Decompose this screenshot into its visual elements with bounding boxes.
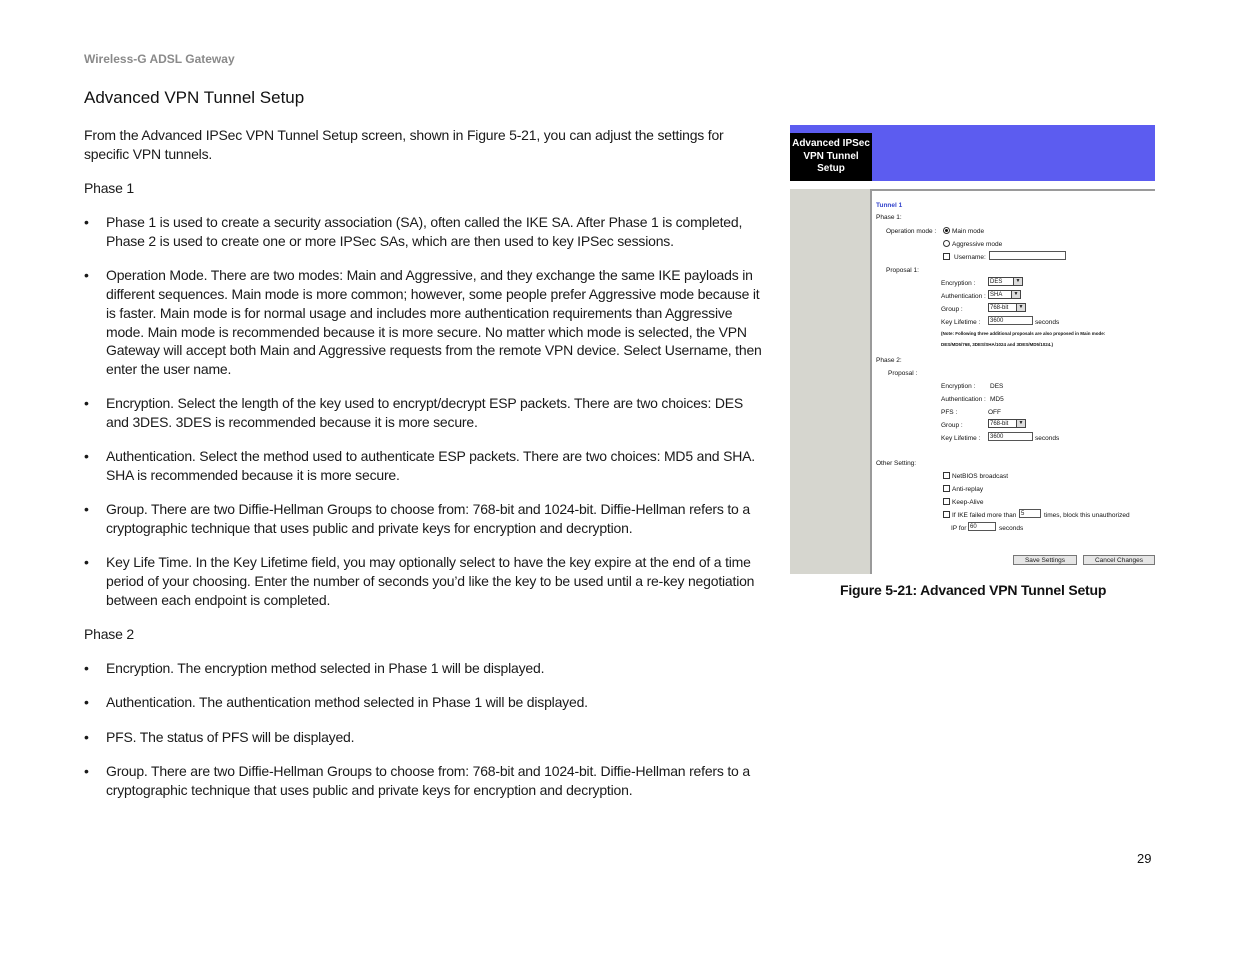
list-item-text: PFS. The status of PFS will be displayed. <box>106 728 355 745</box>
keep-alive-label: Keep-Alive <box>952 499 984 506</box>
p2-encryption-value: DES <box>990 383 1004 390</box>
list-item <box>84 728 764 747</box>
pfs-label: PFS : <box>941 409 958 416</box>
encryption-select[interactable] <box>988 277 1023 286</box>
ike-failed-input[interactable]: 5 <box>1019 509 1041 518</box>
ip-for-seconds: seconds <box>999 525 1024 532</box>
phase2-list <box>84 659 764 799</box>
encryption-value: DES <box>990 279 1003 285</box>
bullet-icon: • <box>84 214 89 231</box>
list-item-text: Key Life Time. In the Key Lifetime field, you may optionally select to have the key expire at the end of a time period of your choosing. Enter the number of seconds you’d like the key to be used until a re-key negotiation between each endpoint is completed. <box>106 554 755 608</box>
bullet-icon: • <box>84 267 89 284</box>
ike-failed-checkbox[interactable] <box>943 511 950 518</box>
list-item-text: Group. There are two Diffie-Hellman Groups to choose from: 768-bit and 1024-bit. Diffie-Hellman refers to a cryptographic technique that uses public and private keys for encryption and decryption. <box>106 762 750 798</box>
p2-seconds-label: seconds <box>1035 435 1060 442</box>
list-item-text: Group. There are two Diffie-Hellman Groups to choose from: 768-bit and 1024-bit. Diffie-Hellman refers to a cryptographic technique that uses public and private keys for encryption and decryption. <box>106 501 750 537</box>
bullet-icon: • <box>84 554 89 571</box>
bullet-icon: • <box>84 694 89 711</box>
figure-caption: Figure 5-21: Advanced VPN Tunnel Setup <box>840 582 1107 598</box>
phase2-heading: Phase 2 <box>84 626 134 643</box>
username-input[interactable] <box>989 251 1066 260</box>
list-item <box>84 659 764 678</box>
anti-replay-checkbox[interactable] <box>943 485 950 492</box>
authentication-value: SHA <box>990 292 1003 298</box>
username-label: Username: <box>954 254 986 261</box>
running-header: Wireless-G ADSL Gateway <box>84 52 235 66</box>
save-settings-button[interactable]: Save Settings <box>1013 555 1077 565</box>
keep-alive-checkbox[interactable] <box>943 498 950 505</box>
aggressive-mode-label: Aggressive mode <box>952 241 1003 248</box>
chevron-down-icon: ▼ <box>1016 304 1025 311</box>
encryption-label: Encryption : <box>941 280 976 287</box>
list-item <box>84 500 764 538</box>
phase1-list <box>84 213 764 610</box>
phase2-label: Phase 2: <box>876 357 902 364</box>
p2-group-select[interactable] <box>988 419 1026 428</box>
settings-panel <box>870 189 1155 574</box>
proposals-note-line2: DES/MD5/768, 3DES/SHA/1024 and 3DES/MD5/1024.) <box>941 342 1054 347</box>
seconds-label: seconds <box>1035 319 1060 326</box>
p2-authentication-value: MD5 <box>990 396 1004 403</box>
bullet-icon: • <box>84 660 89 677</box>
list-item <box>84 266 764 379</box>
group-label: Group : <box>941 306 963 313</box>
figure-screenshot <box>790 125 1155 574</box>
bullet-icon: • <box>84 728 89 745</box>
pfs-value: OFF <box>988 409 1001 416</box>
bullet-icon: • <box>84 501 89 518</box>
group-value: 768-bit <box>990 305 1009 311</box>
list-item <box>84 213 764 251</box>
list-item <box>84 553 764 609</box>
p2-group-label: Group : <box>941 422 963 429</box>
main-mode-radio[interactable] <box>943 227 950 234</box>
figure-divider <box>790 181 1155 189</box>
list-item-text: Phase 1 is used to create a security association (SA), often called the IKE SA. After Phase 1 is completed, Phase 2 is used to create one or more IPSec SAs, which are then used to key IPSec sessions. <box>106 214 743 249</box>
ip-for-input[interactable]: 60 <box>968 522 996 531</box>
aggressive-mode-radio[interactable] <box>943 240 950 247</box>
list-item <box>84 693 764 712</box>
list-item-text: Authentication. Select the method used to authenticate ESP packets. There are two choices: MD5 and SHA. SHA is recommended because it is more secure. <box>106 448 755 484</box>
bullet-icon: • <box>84 448 89 465</box>
chevron-down-icon: ▼ <box>1013 278 1022 285</box>
operation-mode-label: Operation mode : <box>886 228 937 235</box>
group-select[interactable] <box>988 303 1026 312</box>
p2-key-lifetime-input[interactable]: 3600 <box>988 432 1033 441</box>
body-text <box>84 126 764 815</box>
bullet-icon: • <box>84 395 89 412</box>
username-checkbox[interactable] <box>943 253 950 260</box>
phase1-label: Phase 1: <box>876 214 902 221</box>
ike-failed-label: If IKE failed more than <box>952 512 1017 519</box>
other-setting-label: Other Setting: <box>876 460 917 467</box>
list-item-text: Encryption. Select the length of the key used to encrypt/decrypt ESP packets. There are two choices: DES and 3DES. 3DES is recommended because it is more secure. <box>106 395 744 431</box>
key-lifetime-label: Key Lifetime : <box>941 319 981 326</box>
key-lifetime-input[interactable]: 3600 <box>988 316 1033 325</box>
chevron-down-icon: ▼ <box>1011 291 1020 298</box>
p2-authentication-label: Authentication : <box>941 396 986 403</box>
page-number: 29 <box>1137 851 1152 866</box>
cancel-changes-button[interactable]: Cancel Changes <box>1083 555 1155 565</box>
p2-group-value: 768-bit <box>990 421 1009 427</box>
authentication-label: Authentication : <box>941 293 986 300</box>
ike-failed-suffix: times, block this unauthorized <box>1044 512 1130 519</box>
intro-paragraph: From the Advanced IPSec VPN Tunnel Setup screen, shown in Figure 5-21, you can adjust the settings for specific VPN tunnels. <box>84 127 724 162</box>
list-item <box>84 394 764 432</box>
list-item-text: Encryption. The encryption method selected in Phase 1 will be displayed. <box>106 660 545 677</box>
authentication-select[interactable] <box>988 290 1021 299</box>
p2-encryption-label: Encryption : <box>941 383 976 390</box>
netbios-label: NetBIOS broadcast <box>952 473 1008 480</box>
list-item-text: Operation Mode. There are two modes: Main and Aggressive, and they exchange the same IKE payloads in different sequences. Main mode is more common; however, some people prefer Aggressive mode because it is faster. Main mode is for normal usage and includes more authentication requirements than Aggressive mode. Main mode is recommended because it is more secure. No matter which mode is selected, the VPN Gateway will accept both Main and Aggressive requests from the remote VPN device. Select Username, then enter the user name. <box>106 267 762 378</box>
phase1-heading: Phase 1 <box>84 179 134 196</box>
chevron-down-icon: ▼ <box>1016 420 1025 427</box>
proposal1-label: Proposal 1: <box>886 267 919 274</box>
netbios-checkbox[interactable] <box>943 472 950 479</box>
list-item <box>84 762 764 800</box>
figure-title-box: Advanced IPSec VPN Tunnel Setup <box>790 133 872 181</box>
ip-for-label: IP for <box>951 525 967 532</box>
p2-key-lifetime-label: Key Lifetime : <box>941 435 981 442</box>
main-mode-label: Main mode <box>952 228 985 235</box>
proposals-note-line1: (Note: Following three additional proposals are also proposed in Main mode: <box>941 331 1106 336</box>
list-item <box>84 447 764 485</box>
list-item-text: Authentication. The authentication method selected in Phase 1 will be displayed. <box>106 694 588 711</box>
anti-replay-label: Anti-replay <box>952 486 984 493</box>
proposal-label: Proposal : <box>888 370 918 377</box>
bullet-icon: • <box>84 762 89 779</box>
section-title: Advanced VPN Tunnel Setup <box>84 88 305 107</box>
tunnel-label: Tunnel 1 <box>876 202 903 209</box>
